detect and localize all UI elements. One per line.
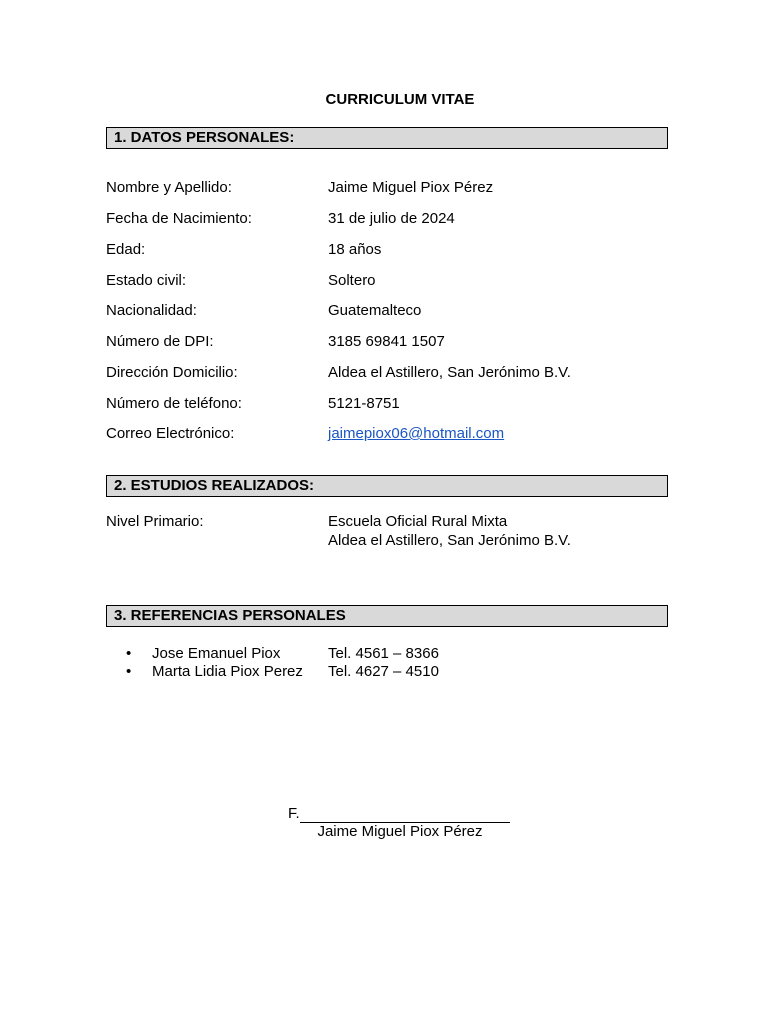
field-label: Dirección Domicilio: [106, 364, 238, 381]
field-value: 31 de julio de 2024 [328, 210, 455, 227]
reference-name: Jose Emanuel Piox [152, 645, 281, 662]
page-title: CURRICULUM VITAE [325, 91, 475, 108]
field-value: Soltero [328, 272, 376, 289]
bullet-icon: • [126, 663, 132, 680]
field-label: Número de teléfono: [106, 395, 242, 412]
signature-name: Jaime Miguel Piox Pérez [317, 823, 483, 840]
field-label: Número de DPI: [106, 333, 214, 350]
field-label: Nacionalidad: [106, 302, 197, 319]
field-value: 5121-8751 [328, 395, 400, 412]
field-label: Correo Electrónico: [106, 425, 235, 442]
section-header-references: 3. REFERENCIAS PERSONALES [106, 605, 668, 627]
reference-name: Marta Lidia Piox Perez [152, 663, 303, 680]
field-label: Nombre y Apellido: [106, 179, 232, 196]
section-header-personal-data: 1. DATOS PERSONALES: [106, 127, 668, 149]
field-label: Estado civil: [106, 272, 187, 289]
field-value: 18 años [328, 241, 382, 258]
signature-line [288, 805, 510, 823]
field-value: 3185 69841 1507 [328, 333, 445, 350]
field-label: Edad: [106, 241, 146, 258]
section-header-studies: 2. ESTUDIOS REALIZADOS: [106, 475, 668, 497]
school-name: Escuela Oficial Rural Mixta [328, 513, 508, 530]
reference-phone: Tel. 4627 – 4510 [328, 663, 439, 680]
email-link[interactable]: jaimepiox06@hotmail.com [328, 425, 505, 442]
bullet-icon: • [126, 645, 132, 662]
signature-prefix: F. [288, 805, 300, 822]
field-value: Jaime Miguel Piox Pérez [328, 179, 494, 196]
field-label: Nivel Primario: [106, 513, 204, 530]
reference-phone: Tel. 4561 – 8366 [328, 645, 439, 662]
field-value: Aldea el Astillero, San Jerónimo B.V. [328, 364, 571, 381]
field-label: Fecha de Nacimiento: [106, 210, 252, 227]
field-value: Guatemalteco [328, 302, 422, 319]
signature-underline [300, 807, 510, 823]
school-location: Aldea el Astillero, San Jerónimo B.V. [328, 532, 571, 549]
